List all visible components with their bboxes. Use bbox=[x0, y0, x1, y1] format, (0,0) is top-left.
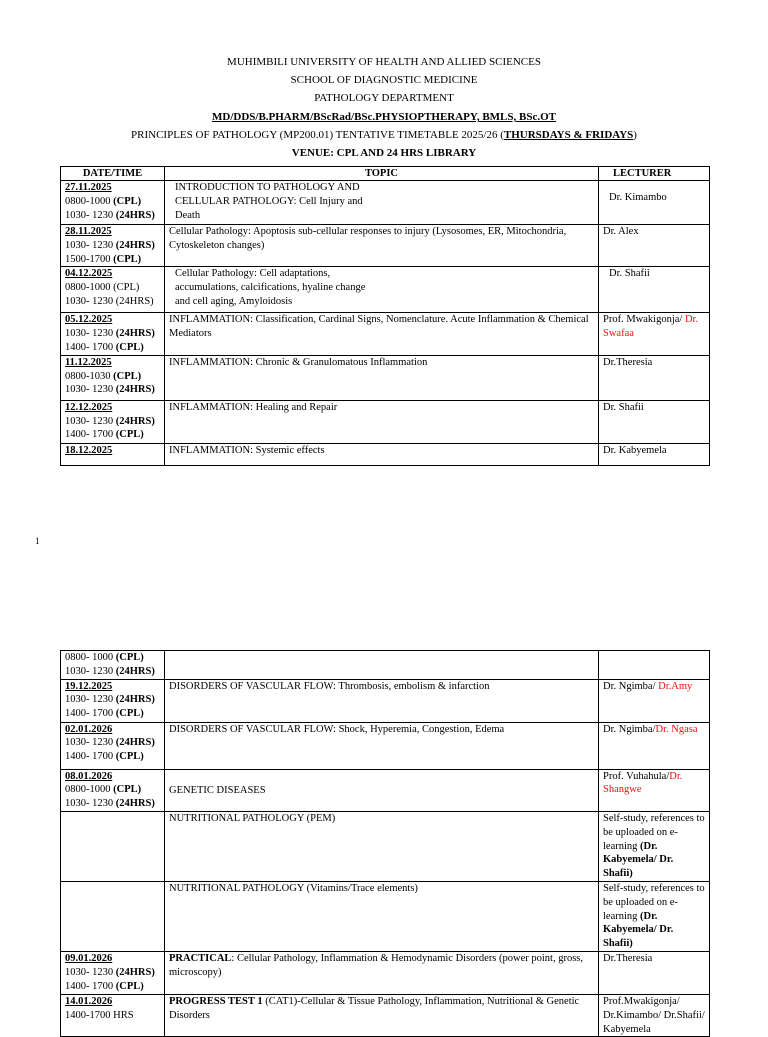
topic-cell bbox=[165, 355, 599, 400]
topic-cell bbox=[165, 400, 599, 443]
session-time bbox=[65, 239, 160, 253]
lecturer-name: Dr. Alex bbox=[603, 226, 639, 237]
lecturer-name: Dr.Theresia bbox=[603, 952, 653, 964]
topic-cell bbox=[165, 313, 599, 355]
venue-tag: (24HRS) bbox=[115, 665, 155, 677]
lecturer-cell bbox=[599, 769, 710, 811]
date-time-cell bbox=[61, 951, 165, 994]
timetable-title bbox=[0, 129, 768, 143]
topic-text: INFLAMMATION: Systemic effects bbox=[169, 444, 325, 456]
table-row bbox=[61, 355, 710, 400]
session-date: 12.12.2025 bbox=[65, 401, 113, 413]
session-time bbox=[65, 750, 160, 764]
date-column-header: DATE/TIME bbox=[61, 167, 165, 181]
session-date: 18.12.2025 bbox=[65, 444, 113, 456]
session-time bbox=[65, 327, 160, 341]
table-row bbox=[61, 811, 710, 881]
session-date: 27.11.2025 bbox=[65, 182, 112, 193]
topic-text: NUTRITIONAL PATHOLOGY (PEM) bbox=[169, 812, 336, 824]
time-range: 1030- 1230 bbox=[65, 694, 116, 706]
time-range: 1400- 1700 bbox=[65, 751, 116, 763]
topic-cell bbox=[165, 267, 599, 313]
topic-text: INFLAMMATION: Chronic & Granulomatous Inflammation bbox=[169, 356, 428, 368]
lecturer-cell bbox=[599, 181, 710, 225]
date-time-cell bbox=[61, 881, 165, 951]
session-date: 09.01.2026 bbox=[65, 952, 113, 964]
lecturer-cell bbox=[599, 951, 710, 994]
session-date: 08.01.2026 bbox=[65, 770, 113, 782]
venue-tag: (24HRS) bbox=[115, 209, 155, 221]
venue-tag: (24HRS) bbox=[115, 415, 155, 427]
session-date: 28.11.2025 bbox=[65, 226, 112, 237]
session-date: 14.01.2026 bbox=[65, 995, 113, 1007]
topic-cell bbox=[165, 994, 599, 1036]
session-time bbox=[65, 736, 160, 750]
topic-cell bbox=[165, 651, 599, 680]
session-time bbox=[65, 797, 160, 811]
table-row bbox=[61, 400, 710, 443]
date-time-cell bbox=[61, 267, 165, 313]
time-range: 0800-1030 bbox=[65, 370, 114, 382]
session-time bbox=[65, 281, 160, 295]
session-date: 19.12.2025 bbox=[65, 680, 113, 692]
session-time bbox=[65, 783, 160, 797]
topic-line: accumulations, calcifications, hyaline change bbox=[175, 282, 366, 294]
table-row bbox=[61, 994, 710, 1036]
session-time bbox=[65, 253, 160, 267]
table-row bbox=[61, 769, 710, 811]
table-row bbox=[61, 679, 710, 722]
table-header-row bbox=[61, 167, 710, 181]
table-row bbox=[61, 181, 710, 225]
lecturer-responsible: (Dr. Kabyemela/ Dr. Shafii) bbox=[603, 840, 674, 880]
timetable-table-2 bbox=[60, 650, 710, 1037]
lecturer-name: Prof. Vuhahula/ bbox=[603, 770, 670, 782]
lecturer-name: Prof. Mwakigonja/ bbox=[603, 314, 685, 326]
topic-line: Death bbox=[175, 209, 201, 221]
time-range: 0800- 1000 bbox=[65, 652, 116, 663]
session-time bbox=[65, 1009, 160, 1023]
session-date: 11.12.2025 bbox=[65, 356, 112, 368]
time-range: 1030- 1230 bbox=[65, 798, 116, 810]
lecturer-name: Self-study, references to be uploaded on e-learning bbox=[603, 812, 705, 852]
venue-tag: (CPL) bbox=[115, 980, 144, 992]
topic-text: INFLAMMATION: Classification, Cardinal Signs, Nomenclature. Acute Inflammation & Chemical Mediators bbox=[169, 314, 589, 340]
venue-tag: (24HRS) bbox=[115, 239, 155, 251]
lecturer-name: Dr. Kimambo bbox=[609, 192, 667, 203]
lecturer-name: Dr. Shafii bbox=[603, 401, 644, 413]
date-time-cell bbox=[61, 225, 165, 267]
table-row bbox=[61, 443, 710, 465]
topic-line: and cell aging, Amyloidosis bbox=[175, 295, 293, 307]
lecturer-cell bbox=[599, 355, 710, 400]
date-time-cell bbox=[61, 679, 165, 722]
topic-text: (CAT1)-Cellular & Tissue Pathology, Inflammation, Nutritional & Genetic Disorders bbox=[169, 995, 580, 1021]
timetable-title-text: PRINCIPLES OF PATHOLOGY (MP200.01) TENTATIVE TIMETABLE 2025/26 ( bbox=[131, 129, 504, 141]
timetable-title-close: ) bbox=[633, 129, 637, 141]
topic-text: Cellular Pathology: Apoptosis sub-cellular responses to injury (Lysosomes, ER, Mitochondria, Cytoskeleton changes) bbox=[169, 226, 567, 251]
time-range: 1030- 1230 bbox=[65, 415, 116, 427]
topic-text: DISORDERS OF VASCULAR FLOW: Thrombosis, embolism & infarction bbox=[169, 680, 490, 692]
lecturer-cell bbox=[599, 811, 710, 881]
lecturer-cell bbox=[599, 443, 710, 465]
table-row bbox=[61, 881, 710, 951]
co-lecturer-name: Dr.Amy bbox=[658, 680, 693, 692]
topic-label: PRACTICAL bbox=[169, 952, 232, 964]
co-lecturer-name: Dr. Ngasa bbox=[655, 723, 698, 735]
topic-line: CELLULAR PATHOLOGY: Cell Injury and bbox=[175, 195, 363, 207]
date-time-cell bbox=[61, 994, 165, 1036]
topic-text: INFLAMMATION: Healing and Repair bbox=[169, 401, 338, 413]
time-range: 1400- 1700 bbox=[65, 980, 116, 992]
time-range: 1400- 1700 bbox=[65, 429, 116, 441]
lecturer-cell bbox=[599, 722, 710, 769]
session-time bbox=[65, 195, 160, 209]
time-range: 0800-1000 bbox=[65, 195, 114, 207]
topic-cell bbox=[165, 811, 599, 881]
co-lecturer-name: Dr. Swafaa bbox=[603, 314, 699, 340]
topic-cell bbox=[165, 181, 599, 225]
session-time bbox=[65, 415, 160, 429]
venue-heading: VENUE: CPL AND 24 HRS LIBRARY bbox=[291, 147, 477, 159]
session-time bbox=[65, 341, 160, 355]
date-time-cell bbox=[61, 722, 165, 769]
lecturer-name: Dr. Kabyemela bbox=[603, 444, 667, 456]
topic-cell bbox=[165, 769, 599, 811]
venue-tag: (24HRS) bbox=[115, 384, 155, 396]
session-date: 04.12.2025 bbox=[65, 268, 113, 280]
topic-line: INTRODUCTION TO PATHOLOGY AND bbox=[175, 182, 360, 193]
time-range: 1030- 1230 bbox=[65, 239, 116, 251]
co-lecturer-name: Dr. Shangwe bbox=[603, 770, 683, 796]
topic-cell bbox=[165, 225, 599, 267]
lecturer-name: Self-study, references to be uploaded on e-learning bbox=[603, 882, 705, 922]
topic-cell bbox=[165, 951, 599, 994]
date-time-cell bbox=[61, 651, 165, 680]
venue-tag: (24HRS) bbox=[115, 798, 155, 810]
time-range: 1030- 1230 bbox=[65, 665, 116, 677]
topic-text: DISORDERS OF VASCULAR FLOW: Shock, Hyperemia, Congestion, Edema bbox=[169, 723, 505, 735]
lecturer-cell bbox=[599, 679, 710, 722]
time-range: 1030- 1230 bbox=[65, 209, 116, 221]
table-row bbox=[61, 313, 710, 355]
lecturer-cell bbox=[599, 994, 710, 1036]
venue-tag: (CPL) bbox=[115, 341, 144, 353]
session-time bbox=[65, 428, 160, 442]
lecturer-cell bbox=[599, 651, 710, 680]
lecturer-responsible: (Dr. Kabyemela/ Dr. Shafii) bbox=[603, 910, 674, 950]
table-row bbox=[61, 267, 710, 313]
department-name: PATHOLOGY DEPARTMENT bbox=[314, 92, 454, 104]
date-time-cell bbox=[61, 313, 165, 355]
lecturer-cell bbox=[599, 400, 710, 443]
table-row bbox=[61, 651, 710, 680]
session-time bbox=[65, 651, 160, 665]
session-date: 02.01.2026 bbox=[65, 723, 113, 735]
date-time-cell bbox=[61, 443, 165, 465]
venue-tag: (24HRS) bbox=[115, 737, 155, 749]
topic-cell bbox=[165, 679, 599, 722]
session-time bbox=[65, 980, 160, 994]
venue-tag: (24HRS) bbox=[115, 966, 155, 978]
venue-tag: (CPL) bbox=[113, 784, 142, 796]
date-time-cell bbox=[61, 811, 165, 881]
topic-cell bbox=[165, 722, 599, 769]
session-time bbox=[65, 370, 160, 384]
lecturer-cell bbox=[599, 267, 710, 313]
time-range: 1400-1700 HRS bbox=[65, 1009, 134, 1021]
table-row bbox=[61, 951, 710, 994]
lecturer-cell bbox=[599, 881, 710, 951]
venue-tag: (CPL) bbox=[113, 195, 142, 207]
session-time bbox=[65, 707, 160, 721]
lecturer-name: Dr. Ngimba/ bbox=[603, 680, 659, 692]
venue-tag: (CPL) bbox=[113, 253, 142, 265]
topic-cell bbox=[165, 443, 599, 465]
timetable-table-1 bbox=[60, 166, 710, 466]
venue-tag: (CPL) bbox=[113, 370, 142, 382]
programmes-heading bbox=[0, 111, 768, 125]
venue-tag: (CPL) bbox=[115, 429, 144, 441]
time-range: 0800-1000 bbox=[65, 784, 114, 796]
venue-tag: (CPL) bbox=[115, 708, 144, 720]
school-name: SCHOOL OF DIAGNOSTIC MEDICINE bbox=[290, 74, 478, 86]
session-date: 05.12.2025 bbox=[65, 314, 113, 326]
topic-label: PROGRESS TEST 1 bbox=[169, 995, 263, 1007]
lecturer-name: Prof.Mwakigonja/ Dr.Kimambo/ Dr.Shafii/ Kabyemela bbox=[603, 995, 705, 1035]
session-time bbox=[65, 209, 160, 223]
topic-line: Cellular Pathology: Cell adaptations, bbox=[175, 268, 331, 280]
time-range: 1400- 1700 bbox=[65, 708, 116, 720]
venue-tag: (24HRS) bbox=[115, 694, 155, 706]
time-range: 1030- 1230 bbox=[65, 328, 116, 340]
time-range: 0800-1000 (CPL) bbox=[65, 282, 140, 294]
session-time bbox=[65, 665, 160, 679]
topic-text: NUTRITIONAL PATHOLOGY (Vitamins/Trace elements) bbox=[169, 882, 418, 894]
time-range: 1030- 1230 (24HRS) bbox=[65, 295, 154, 307]
date-time-cell bbox=[61, 355, 165, 400]
time-range: 1030- 1230 bbox=[65, 966, 116, 978]
table-row bbox=[61, 722, 710, 769]
page-number: 1 bbox=[35, 536, 40, 546]
session-time bbox=[65, 693, 160, 707]
venue-tag: (CPL) bbox=[115, 652, 144, 663]
programmes-text: MD/DDS/B.PHARM/BScRad/BSc.PHYSIOPTHERAPY, BMLS, BSc.OT bbox=[212, 111, 556, 123]
lecturer-column-header: LECTURER bbox=[599, 167, 710, 181]
venue-tag: (24HRS) bbox=[115, 328, 155, 340]
date-time-cell bbox=[61, 769, 165, 811]
table-row bbox=[61, 225, 710, 267]
topic-column-header: TOPIC bbox=[165, 167, 599, 181]
session-time bbox=[65, 966, 160, 980]
time-range: 1400- 1700 bbox=[65, 341, 116, 353]
session-time bbox=[65, 295, 160, 309]
topic-text: : Cellular Pathology, Inflammation & Hemodynamic Disorders (power point, gross, microscopy) bbox=[169, 952, 584, 978]
topic-text: GENETIC DISEASES bbox=[169, 784, 266, 796]
time-range: 1030- 1230 bbox=[65, 384, 116, 396]
lecturer-cell bbox=[599, 313, 710, 355]
lecturer-name: Dr. Shafii bbox=[609, 268, 650, 280]
lecturer-cell bbox=[599, 225, 710, 267]
lecturer-name: Dr.Theresia bbox=[603, 356, 653, 368]
time-range: 1500-1700 bbox=[65, 253, 114, 265]
lecturer-name: Dr. Ngimba/ bbox=[603, 723, 656, 735]
university-name: MUHIMBILI UNIVERSITY OF HEALTH AND ALLIED SCIENCES bbox=[227, 56, 541, 68]
venue-tag: (CPL) bbox=[115, 751, 144, 763]
session-time bbox=[65, 383, 160, 397]
date-time-cell bbox=[61, 181, 165, 225]
time-range: 1030- 1230 bbox=[65, 737, 116, 749]
topic-cell bbox=[165, 881, 599, 951]
timetable-days: THURSDAYS & FRIDAYS bbox=[503, 129, 634, 141]
date-time-cell bbox=[61, 400, 165, 443]
